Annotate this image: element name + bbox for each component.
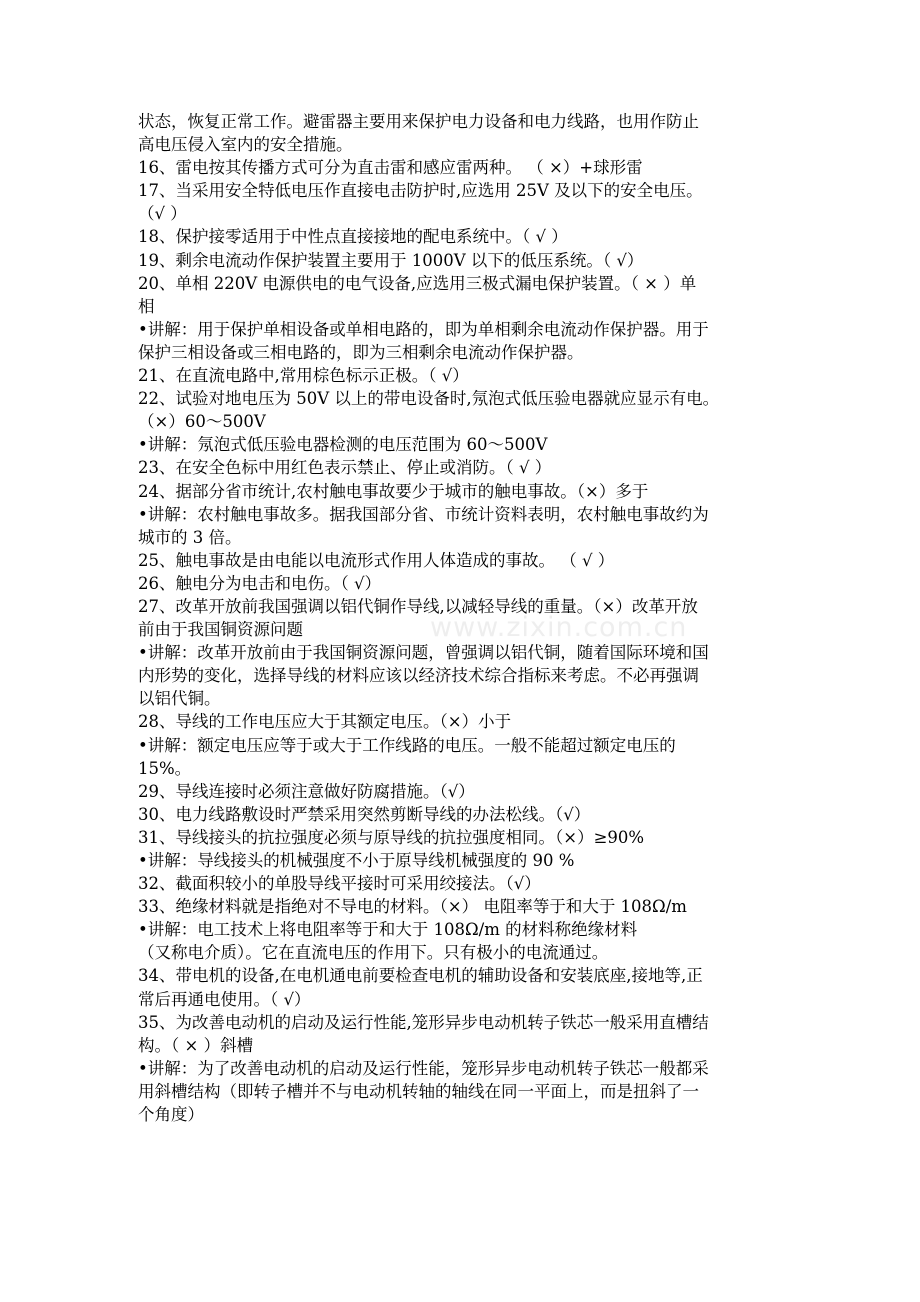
text-line: 保护三相设备或三相电路的，即为三相剩余电流动作保护器。	[138, 342, 584, 362]
explanation-line: •讲解：为了改善电动机的启动及运行性能，笼形异步电动机转子铁芯一般都采	[138, 1058, 709, 1078]
question-27: 27、改革开放前我国强调以铝代铜作导线,以减轻导线的重量。（×）改革开放	[138, 596, 698, 616]
text-line: 15%。	[138, 758, 192, 778]
text-line: 常后再通电使用。（ √）	[138, 989, 311, 1009]
question-32: 32、截面积较小的单股导线平接时可采用绞接法。（√）	[138, 874, 541, 894]
text-line: （×）60～500V	[138, 412, 266, 432]
question-22: 22、试验对地电压为 50V 以上的带电设备时,氖泡式低压验电器就应显示有电。	[138, 389, 720, 409]
question-25: 25、触电事故是由电能以电流形式作用人体造成的事故。 （ √ ）	[138, 550, 615, 570]
question-20: 20、单相 220V 电源供电的电气设备,应选用三极式漏电保护装置。（ × ）单	[138, 273, 697, 293]
explanation-line: •讲解：电工技术上将电阻率等于和大于 108Ω/m 的材料称绝缘材料	[138, 920, 638, 940]
question-31: 31、导线接头的抗拉强度必须与原导线的抗拉强度相同。（×）≥90%	[138, 827, 645, 847]
text-line: 个角度）	[138, 1105, 204, 1125]
text-line: 内形势的变化，选择导线的材料应该以经济技术综合指标来考虑。不必再强调	[138, 666, 699, 686]
question-26: 26、触电分为电击和电伤。（ √）	[138, 573, 382, 593]
question-29: 29、导线连接时必须注意做好防腐措施。（√）	[138, 781, 475, 801]
question-23: 23、在安全色标中用红色表示禁止、停止或消防。（ √ ）	[138, 458, 552, 478]
question-16: 16、雷电按其传播方式可分为直击雷和感应雷两种。 （ ×）+球形雷	[138, 158, 643, 178]
question-35: 35、为改善电动机的启动及运行性能,笼形异步电动机转子铁芯一般采用直槽结	[138, 1012, 709, 1032]
explanation-line: •讲解：导线接头的机械强度不小于原导线机械强度的 90 %	[138, 851, 575, 870]
text-line: 高电压侵入室内的安全措施。	[138, 135, 353, 155]
question-28: 28、导线的工作电压应大于其额定电压。（×）小于	[138, 712, 512, 732]
text-line: 城市的 3 倍。	[138, 527, 242, 547]
watermark-text: www.zixin.com.cn	[430, 612, 688, 643]
text-line: （又称电介质）。它在直流电压的作用下。只有极小的电流通过。	[138, 943, 609, 963]
text-line: 构。（ × ）斜槽	[138, 1035, 254, 1055]
question-33: 33、绝缘材料就是指绝对不导电的材料。（×） 电阻率等于和大于 108Ω/m	[138, 897, 687, 917]
question-18: 18、保护接零适用于中性点直接接地的配电系统中。（ √ ）	[138, 227, 568, 247]
explanation-line: •讲解：额定电压应等于或大于工作线路的电压。一般不能超过额定电压的	[138, 735, 676, 755]
question-30: 30、电力线路敷设时严禁采用突然剪断导线的办法松线。（√）	[138, 804, 591, 824]
question-17: 17、当采用安全特低电压作直接电击防护时,应选用 25V 及以下的安全电压。	[138, 181, 703, 201]
text-line: （√ ）	[138, 204, 187, 224]
question-24: 24、据部分省市统计,农村触电事故要少于城市的触电事故。（×）多于	[138, 481, 649, 501]
text-line: 用斜槽结构（即转子槽并不与电动机转轴的轴线在同一平面上，而是扭斜了一	[138, 1081, 699, 1101]
question-21: 21、在直流电路中,常用棕色标示正极。（ √）	[138, 366, 469, 386]
explanation-line: •讲解：用于保护单相设备或单相电路的，即为单相剩余电流动作保护器。用于	[138, 319, 709, 339]
text-line: 前由于我国铜资源问题	[138, 620, 303, 640]
explanation-line: •讲解：改革开放前由于我国铜资源问题，曾强调以铝代铜，随着国际环境和国	[138, 643, 709, 663]
text-line: 相	[138, 296, 155, 316]
question-34: 34、带电机的设备,在电机通电前要检查电机的辅助设备和安装底座,接地等,正	[138, 966, 703, 986]
document-body	[138, 110, 788, 1126]
text-line: 状态，恢复正常工作。避雷器主要用来保护电力设备和电力线路，也用作防止	[138, 112, 699, 131]
explanation-line: •讲解：氖泡式低压验电器检测的电压范围为 60～500V	[138, 435, 548, 455]
question-19: 19、剩余电流动作保护装置主要用于 1000V 以下的低压系统。（ √）	[138, 250, 644, 270]
text-line: 以铝代铜。	[138, 689, 221, 709]
explanation-line: •讲解：农村触电事故多。据我国部分省、市统计资料表明，农村触电事故约为	[138, 504, 709, 524]
